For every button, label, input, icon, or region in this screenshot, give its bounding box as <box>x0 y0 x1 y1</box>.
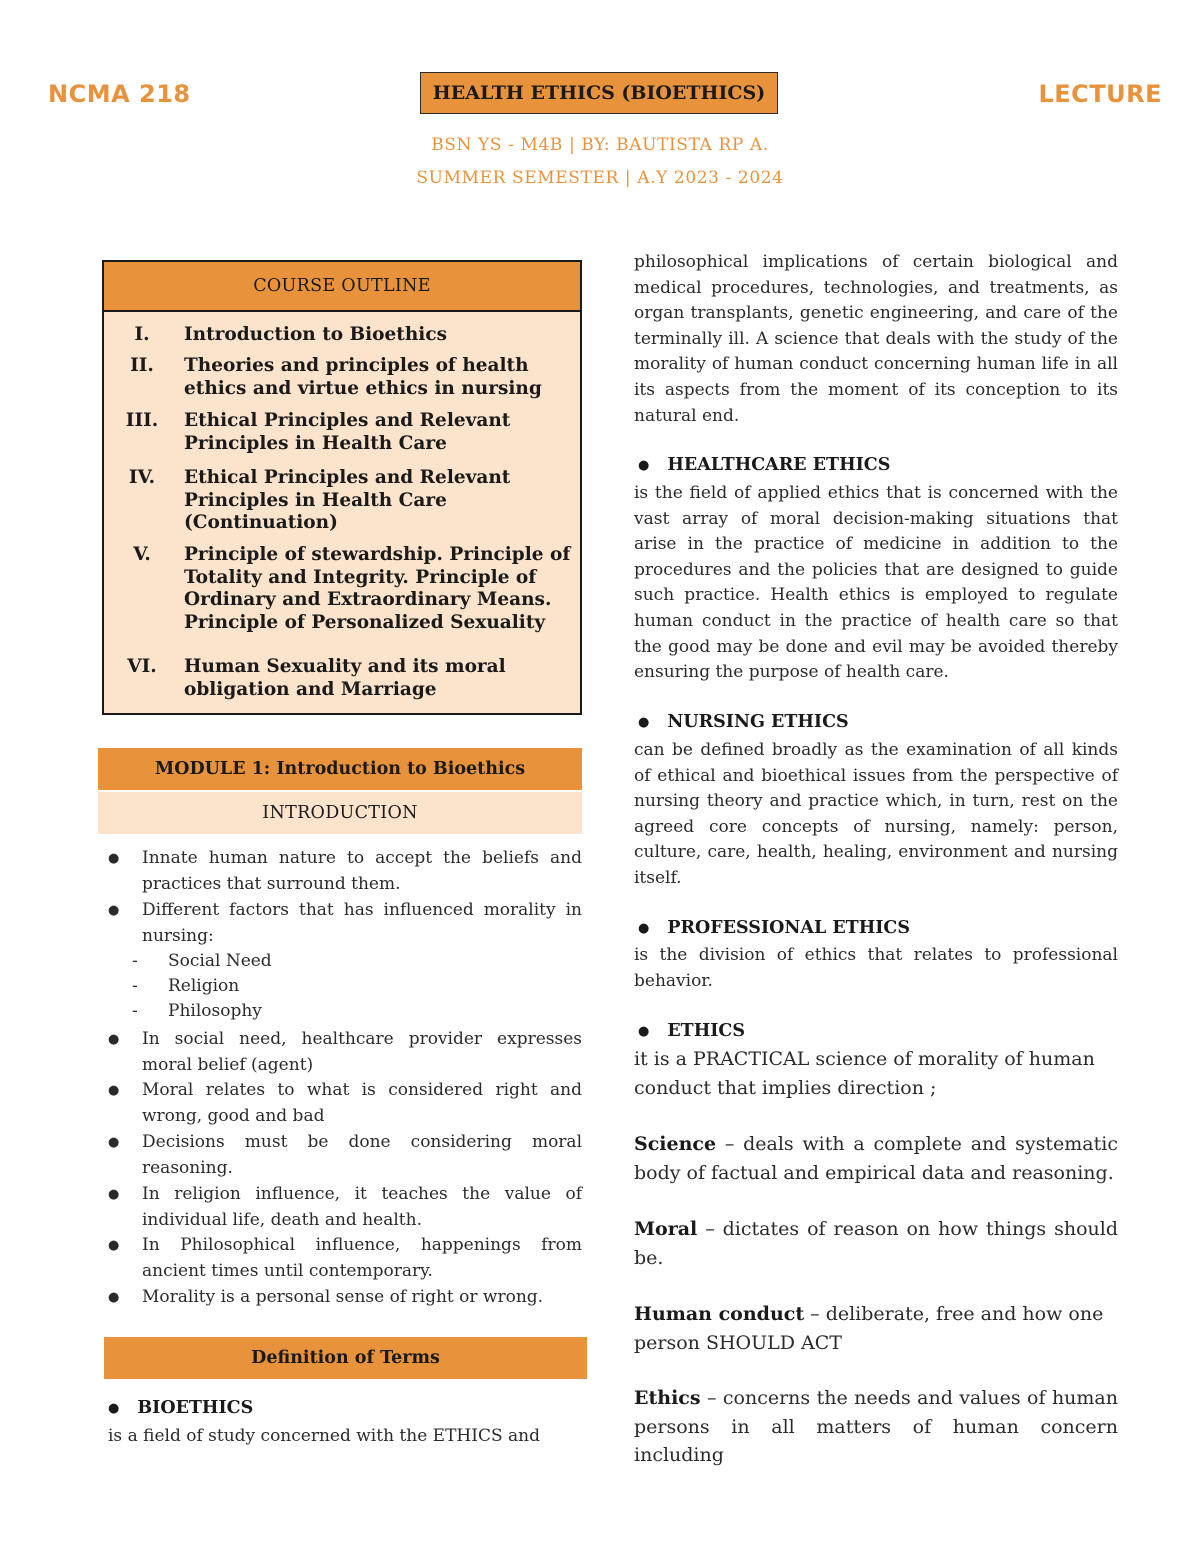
bullet-icon: ● <box>638 715 650 730</box>
bullet-icon: ● <box>108 903 120 918</box>
term-heading-ethics: ● ETHICS <box>638 1021 745 1041</box>
bullet-icon: ● <box>108 1187 120 1202</box>
course-code: NCMA 218 <box>48 80 191 108</box>
course-outline-heading: COURSE OUTLINE <box>104 262 580 312</box>
bullet-icon: ● <box>108 1290 120 1305</box>
human-conduct-term: Human conduct <box>634 1303 805 1325</box>
outline-number: IV. <box>128 467 156 488</box>
bullet-icon: ● <box>638 1024 650 1039</box>
ethics-term: Ethics <box>634 1387 701 1409</box>
nursing-ethics-definition: can be defined broadly as the examination of all kinds of ethical and bioethical issues from the perspective of nursing theory and practice which, in turn, rest on the agreed core concepts of nursing, namely: person, culture, care, health, healing, environment and nursing itself. <box>634 740 1118 888</box>
term-heading-healthcare-ethics: ● HEALTHCARE ETHICS <box>638 455 891 475</box>
bullet-icon: ● <box>108 1083 120 1098</box>
outline-number: II. <box>130 355 154 376</box>
outline-number: III. <box>125 410 159 431</box>
science-term: Science <box>634 1133 717 1155</box>
lecture-tag: LECTURE <box>1038 80 1162 108</box>
bullet-icon: ● <box>108 1032 120 1047</box>
outline-text: Totality and Integrity. Principle of <box>184 566 537 588</box>
outline-text: Principle of stewardship. Principle of <box>184 544 571 565</box>
bullet-icon: ● <box>108 1135 120 1150</box>
moral-term: Moral <box>634 1218 698 1240</box>
bullet-icon: ● <box>638 458 650 473</box>
outline-text: (Continuation) <box>184 512 338 533</box>
bullet-icon: ● <box>108 1238 120 1253</box>
outline-text: Human Sexuality and its moral <box>184 656 506 677</box>
outline-number: V. <box>133 544 151 565</box>
module-title-bar: MODULE 1: Introduction to Bioethics <box>98 748 582 790</box>
outline-text: Ethical Principles and Relevant <box>184 410 511 431</box>
outline-text: Principle of Personalized Sexuality <box>184 611 546 633</box>
human-conduct-definition: Human conduct – deliberate, free and how one person SHOULD ACT <box>634 1303 1104 1354</box>
bullet-icon: ● <box>108 851 120 866</box>
outline-text: Ethical Principles and Relevant <box>184 467 511 488</box>
section-heading-introduction: INTRODUCTION <box>98 792 582 834</box>
outline-text: Principles in Health Care <box>184 432 447 454</box>
dash-icon: - <box>132 951 138 971</box>
outline-number: I. <box>134 324 150 345</box>
bullet-icon: ● <box>638 921 650 936</box>
ethics-definition: it is a PRACTICAL science of morality of human conduct that implies direction ; <box>634 1048 1095 1099</box>
bioethics-definition-continued: philosophical implications of certain biological and medical procedures, technologies, and treatments, as organ transplants, genetic engineering, and care of the terminally ill. A science that deals with the study of the morality of human conduct concerning human life in all its aspects from the moment of its conception to its natural end. <box>634 252 1118 426</box>
outline-number: VI. <box>127 656 157 677</box>
semester-line: SUMMER SEMESTER | A.Y 2023 - 2024 <box>416 168 784 188</box>
bullet-icon: ● <box>108 1401 120 1416</box>
course-outline-box <box>102 260 582 715</box>
author-line: BSN YS - M4B | BY: BAUTISTA RP A. <box>431 135 769 155</box>
moral-definition: Moral – dictates of reason on how things should be. <box>634 1218 1118 1269</box>
bioethics-definition: is a field of study concerned with the ETHICS and <box>108 1426 540 1446</box>
ethics-concerns-definition: Ethics – concerns the needs and values of human persons in all matters of human concern including <box>634 1387 1118 1466</box>
professional-ethics-definition: is the division of ethics that relates to professional behavior. <box>634 945 1118 991</box>
outline-text: ethics and virtue ethics in nursing <box>184 377 542 399</box>
document-title: HEALTH ETHICS (BIOETHICS) <box>420 72 778 114</box>
outline-text: Theories and principles of health <box>184 355 529 376</box>
science-definition: Science – deals with a complete and systematic body of factual and empirical data and reasoning. <box>634 1133 1118 1184</box>
outline-text: Principles in Health Care <box>184 489 447 511</box>
definition-of-terms-bar: Definition of Terms <box>104 1337 587 1379</box>
outline-text: Introduction to Bioethics <box>184 324 447 345</box>
term-heading-professional-ethics: ● PROFESSIONAL ETHICS <box>638 918 910 938</box>
healthcare-ethics-definition: is the field of applied ethics that is concerned with the vast array of moral decision-making situations that arise in the practice of medicine in addition to the procedures and the policies that are designed to guide such practice. Health ethics is employed to regulate human conduct in the practice of health care so that the good may be done and evil may be avoided thereby ensuring the purpose of health care. <box>634 483 1118 683</box>
term-heading-bioethics: ● BIOETHICS <box>108 1398 254 1418</box>
outline-text: Ordinary and Extraordinary Means. <box>184 589 552 610</box>
dash-icon: - <box>132 976 138 996</box>
outline-text: obligation and Marriage <box>184 678 437 700</box>
dash-icon: - <box>132 1001 138 1021</box>
term-heading-nursing-ethics: ● NURSING ETHICS <box>638 712 849 732</box>
